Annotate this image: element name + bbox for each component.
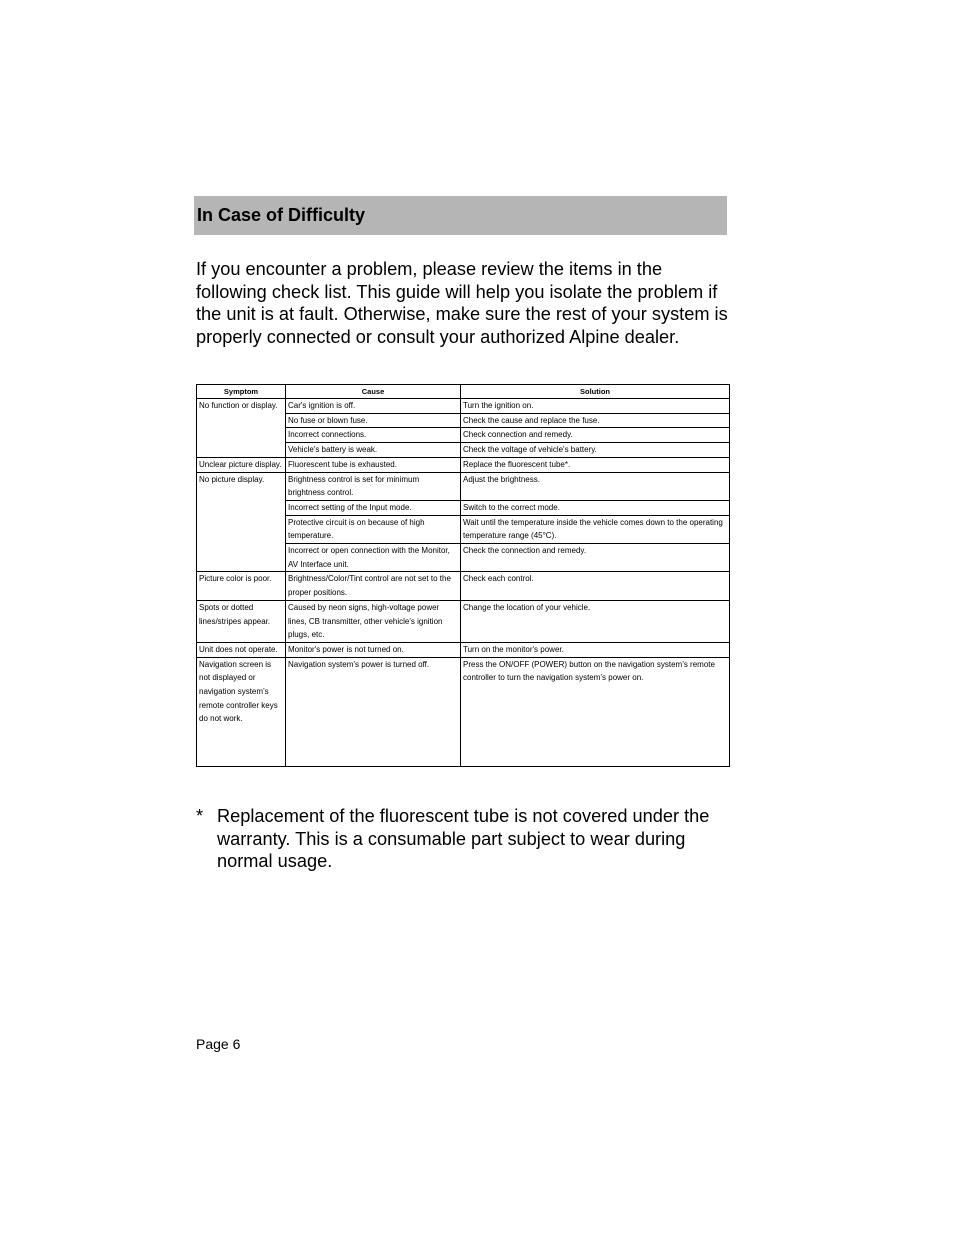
intro-paragraph: If you encounter a problem, please review the items in the following check list. This guide will help you isolate the problem if the unit is at fault. Otherwise, make sure the rest of your system is properly connected or consult your authorized Alpine dealer. xyxy=(196,259,728,347)
cause-cell: Fluorescent tube is exhausted. xyxy=(286,457,461,472)
cause-cell: Protective circuit is on because of high temperature. xyxy=(286,515,461,543)
table-row xyxy=(197,572,730,600)
page-title: In Case of Difficulty xyxy=(197,205,366,225)
cause-cell: Incorrect setting of the Input mode. xyxy=(286,500,461,515)
solution-cell: Check each control. xyxy=(461,572,730,600)
section-header xyxy=(194,196,727,235)
table-row xyxy=(197,642,730,657)
footnote-marker: * xyxy=(196,806,204,826)
table-row xyxy=(197,399,730,414)
table-row xyxy=(197,472,730,500)
solution-cell: Turn on the monitor's power. xyxy=(461,642,730,657)
symptom-cell: Unclear picture display. xyxy=(197,457,286,472)
cause-cell: Vehicle's battery is weak. xyxy=(286,443,461,458)
solution-cell: Switch to the correct mode. xyxy=(461,500,730,515)
cause-cell: Caused by neon signs, high-voltage power lines, CB transmitter, other vehicle's ignition plugs, etc. xyxy=(286,600,461,642)
solution-cell: Press the ON/OFF (POWER) button on the navigation system’s remote controller to turn the navigation system’s power on. xyxy=(461,657,730,766)
solution-cell: Check the voltage of vehicle's battery. xyxy=(461,443,730,458)
solution-cell: Turn the ignition on. xyxy=(461,399,730,414)
header-symptom: Symptom xyxy=(197,385,286,399)
troubleshooting-table xyxy=(196,384,730,767)
cause-cell: Navigation system’s power is turned off. xyxy=(286,657,461,766)
symptom-cell: Spots or dotted lines/stripes appear. xyxy=(197,600,286,642)
header-cause: Cause xyxy=(286,385,461,399)
solution-cell: Check the cause and replace the fuse. xyxy=(461,413,730,428)
symptom-cell: No function or display. xyxy=(197,399,286,458)
solution-cell: Check connection and remedy. xyxy=(461,428,730,443)
solution-cell: Wait until the temperature inside the vehicle comes down to the operating temperature range (45°C). xyxy=(461,515,730,543)
cause-cell: Brightness/Color/Tint control are not set to the proper positions. xyxy=(286,572,461,600)
solution-cell: Adjust the brightness. xyxy=(461,472,730,500)
page-number: Page 6 xyxy=(196,1036,241,1052)
table-header-row xyxy=(197,385,730,399)
table-row xyxy=(197,657,730,766)
solution-cell: Change the location of your vehicle. xyxy=(461,600,730,642)
solution-cell: Check the connection and remedy. xyxy=(461,544,730,572)
cause-cell: Monitor's power is not turned on. xyxy=(286,642,461,657)
solution-cell: Replace the fluorescent tube*. xyxy=(461,457,730,472)
header-solution: Solution xyxy=(461,385,730,399)
symptom-cell: Picture color is poor. xyxy=(197,572,286,600)
cause-cell: Brightness control is set for minimum brightness control. xyxy=(286,472,461,500)
symptom-cell: Navigation screen is not displayed or navigation system’s remote controller keys do not work. xyxy=(197,657,286,766)
cause-cell: Incorrect connections. xyxy=(286,428,461,443)
table-row xyxy=(197,600,730,642)
table-row xyxy=(197,457,730,472)
cause-cell: Car's ignition is off. xyxy=(286,399,461,414)
footnote-text: Replacement of the fluorescent tube is not covered under the warranty. This is a consumable part subject to wear during normal usage. xyxy=(217,806,710,872)
cause-cell: No fuse or blown fuse. xyxy=(286,413,461,428)
cause-cell: Incorrect or open connection with the Monitor, AV Interface unit. xyxy=(286,544,461,572)
symptom-cell: Unit does not operate. xyxy=(197,642,286,657)
symptom-cell: No picture display. xyxy=(197,472,286,572)
